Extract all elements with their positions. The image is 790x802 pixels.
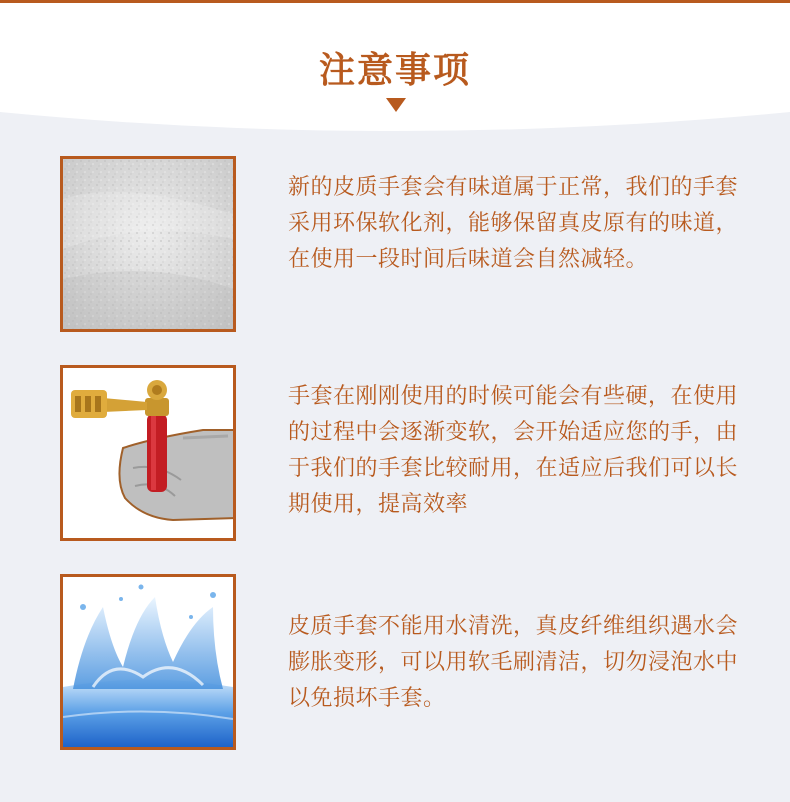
top-divider	[0, 0, 790, 3]
notice-text: 手套在刚刚使用的时候可能会有些硬，在使用的过程中会逐渐变软，会开始适应您的手，由于我们的手套比较耐用，在适应后我们可以长期使用，提高效率	[288, 384, 739, 517]
water-splash-image	[60, 574, 236, 750]
leather-texture-image	[60, 156, 236, 332]
notice-text: 皮质手套不能用水清洗，真皮纤维组织遇水会膨胀变形，可以用软毛刷清洁，切勿浸泡水中以免损坏手套。	[288, 614, 739, 711]
notice-text: 新的皮质手套会有味道属于正常，我们的手套采用环保软化剂，能够保留真皮原有的味道，在使用一段时间后味道会自然减轻。	[288, 175, 739, 272]
torch-and-glove-image	[60, 365, 236, 541]
down-arrow-icon	[386, 98, 406, 112]
page-title: 注意事项	[318, 50, 471, 91]
